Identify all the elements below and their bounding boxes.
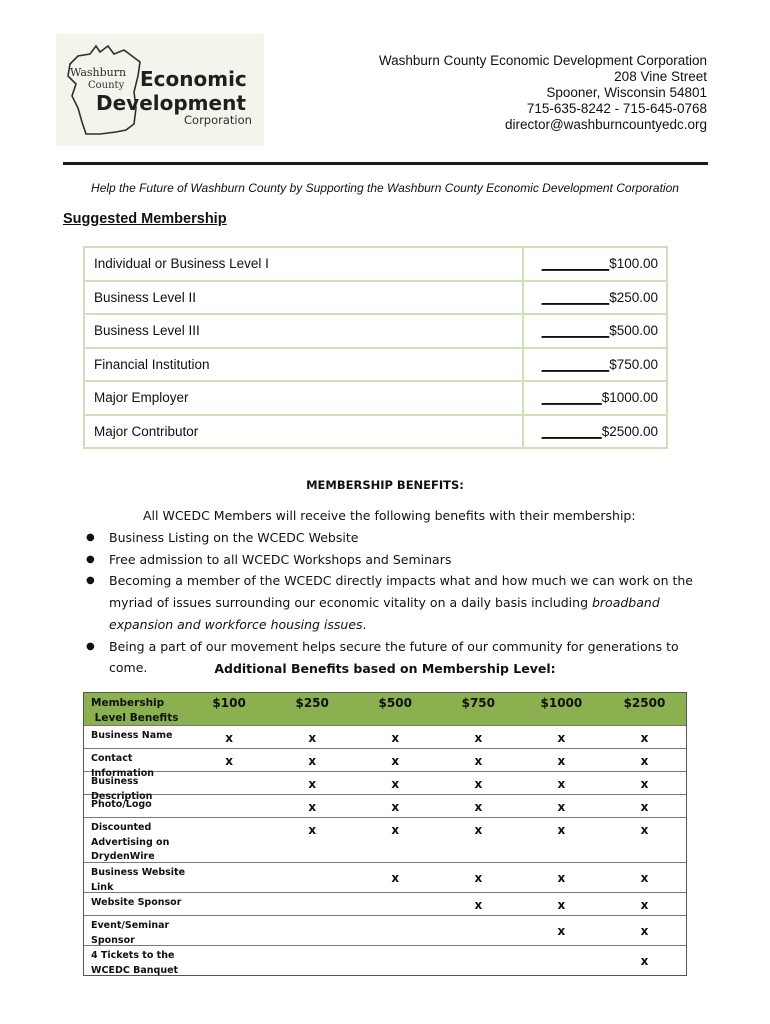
grid-mark: x [640,823,649,837]
grid-mark: x [557,898,566,912]
street: 208 Vine Street [614,69,707,84]
grid-column-header: $1000 [540,696,583,710]
grid-mark: x [557,924,566,938]
grid-mark: x [640,898,649,912]
grid-row [84,771,686,802]
grid-mark [354,916,437,945]
city: Spooner, Wisconsin 54801 [546,85,707,100]
grid-row [84,945,686,975]
grid-mark: x [640,777,649,791]
grid-mark: x [640,871,649,885]
grid-column-header: $100 [212,696,246,710]
grid-mark: x [557,800,566,814]
org-name: Washburn County Economic Development Corporation [378,53,707,68]
price-value: $100.00 [609,256,658,272]
grid-mark [188,893,271,915]
grid-mark: x [308,777,317,791]
grid-mark: x [474,731,483,745]
level-price[interactable] [523,247,667,281]
grid-mark: x [391,731,400,745]
grid-mark: x [557,754,566,768]
level-row [84,415,667,449]
level-row [84,314,667,348]
grid-mark [188,795,271,817]
price-value: $1000.00 [601,390,658,406]
price-value: $750.00 [609,356,658,372]
grid-mark [188,818,271,862]
grid-row [84,725,686,748]
grid-mark: x [640,954,649,968]
grid-row-label: Contact Information [91,753,155,779]
amount-blank: ________ [541,390,602,406]
grid-row [84,915,686,945]
benefits-list [86,527,711,679]
logo-development: Development [96,91,246,115]
grid-mark: x [225,754,233,768]
grid-mark: x [474,871,483,885]
level-row [84,348,667,382]
grid-mark: x [640,754,649,768]
grid-mark: x [391,754,400,768]
amount-blank: _________ [541,356,610,372]
additional-benefits-title: Additional Benefits based on Membership Level: [214,661,556,676]
benefits-grid [83,692,687,976]
level-name: Business Level II [84,281,523,315]
level-price[interactable] [523,415,667,449]
grid-row [84,892,686,915]
grid-mark: x [391,800,400,814]
grid-mark [188,863,271,892]
grid-row-label: Event/Seminar Sponsor [91,920,170,946]
benefit-item: ● Free admission to all WCEDC Workshops and Seminars [86,549,711,571]
level-name: Individual or Business Level I [84,247,523,281]
logo [56,34,264,146]
price-value: $500.00 [609,323,658,339]
grid-row-label: 4 Tickets to the WCEDC Banquet [91,950,179,976]
grid-row [84,794,686,817]
level-price[interactable] [523,348,667,382]
grid-column-header: $750 [461,696,496,710]
grid-mark [520,946,603,975]
amount-blank: _________ [541,256,610,272]
logo-county: County [88,80,125,91]
tagline: Help the Future of Washburn County by Supporting the Washburn County Economic Development Corporation [91,181,679,195]
benefits-intro: All WCEDC Members will receive the following benefits with their membership: [143,508,636,523]
grid-header [84,693,686,725]
level-name: Financial Institution [84,348,523,382]
grid-mark [437,916,520,945]
level-row [84,281,667,315]
grid-row-label: Business Website Link [91,867,186,893]
grid-mark: x [474,800,483,814]
grid-mark: x [391,871,400,885]
grid-mark: x [308,754,317,768]
grid-mark: x [557,823,566,837]
level-name: Major Contributor [84,415,523,449]
price-value: $2500.00 [601,423,658,439]
grid-header-label: Membership Level Benefits [91,697,179,724]
grid-mark: x [557,731,566,745]
level-price[interactable] [523,381,667,415]
benefit-item: ● Becoming a member of the WCEDC directly impacts what and how much we can work on the myriad of issues surrounding our economic vitality on a daily basis including broadband expansion and workforce housing issues. [86,570,711,635]
benefit-item: ● Being a part of our movement helps secure the future of our community for generations to come. [86,636,711,679]
level-row [84,247,667,281]
level-price[interactable] [523,314,667,348]
suggested-membership-title: Suggested Membership [63,211,227,227]
grid-mark [188,946,271,975]
email: director@washburncountyedc.org [504,117,707,132]
grid-mark: x [474,823,483,837]
grid-column-header: $500 [378,696,412,710]
grid-mark: x [640,731,649,745]
wisconsin-map-icon [56,34,264,146]
grid-mark: x [640,924,649,938]
grid-mark [271,946,354,975]
divider [63,162,708,165]
grid-mark [354,893,437,915]
grid-row [84,862,686,892]
logo-economic: Economic [140,67,247,91]
grid-row [84,817,686,862]
grid-mark: x [308,800,317,814]
grid-mark [188,772,271,794]
logo-washburn: Washburn [70,66,127,79]
grid-row-label: Discounted Advertising on DrydenWire [91,822,170,862]
amount-blank: _________ [541,323,610,339]
address-block [379,53,707,133]
grid-mark: x [308,823,317,837]
grid-mark [271,916,354,945]
grid-mark: x [225,731,233,745]
grid-column-header: $2500 [623,696,666,710]
grid-mark: x [640,800,649,814]
grid-mark [354,946,437,975]
grid-mark: x [391,777,400,791]
grid-mark [188,916,271,945]
grid-mark [437,946,520,975]
level-price[interactable] [523,281,667,315]
grid-row [84,748,686,779]
level-name: Business Level III [84,314,523,348]
amount-blank: _________ [541,289,610,305]
grid-mark: x [474,777,483,791]
grid-mark: x [557,871,566,885]
amount-blank: ________ [541,423,602,439]
grid-mark [271,863,354,892]
benefit-item: ● Business Listing on the WCEDC Website [86,527,711,549]
grid-mark [271,893,354,915]
grid-mark: x [474,754,483,768]
level-name: Major Employer [84,381,523,415]
grid-row-label: Business Description [91,776,153,802]
benefits-title: MEMBERSHIP BENEFITS: [306,478,464,492]
level-row [84,381,667,415]
phone: 715-635-8242 - 715-645-0768 [526,101,707,116]
logo-corporation: Corporation [184,113,252,127]
grid-mark: x [474,898,483,912]
grid-row-label: Website Sponsor [91,897,182,908]
grid-row-label: Business Name [91,730,173,741]
grid-mark: x [557,777,566,791]
membership-levels-table [83,246,668,449]
price-value: $250.00 [609,289,658,305]
grid-row-label: Photo/Logo [91,799,152,810]
grid-mark: x [308,731,317,745]
grid-mark: x [391,823,400,837]
grid-column-header: $250 [295,696,329,710]
